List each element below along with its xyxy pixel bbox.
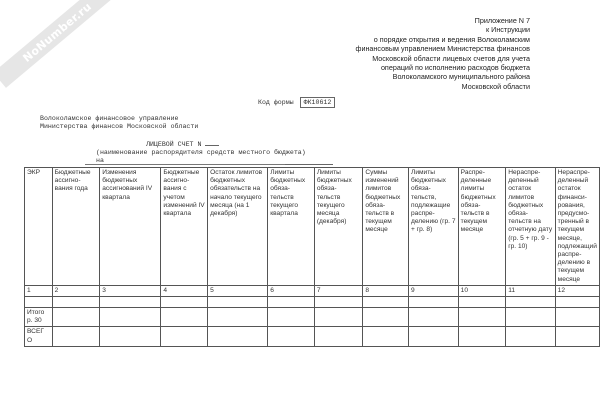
account-title: ЛИЦЕВОЙ СЧЕТ N — [146, 141, 202, 148]
table-cell[interactable] — [363, 308, 409, 327]
appendix-line: Приложение N 7 — [474, 16, 530, 25]
column-number: 9 — [409, 285, 459, 296]
form-code-label: Код формы — [258, 99, 294, 106]
table-row-grand-total — [25, 327, 600, 346]
table-cell[interactable] — [458, 297, 506, 308]
table-cell[interactable] — [268, 327, 315, 346]
account-number-field[interactable] — [205, 140, 219, 146]
column-header: Бюджетные ассигно- вания года — [52, 168, 100, 286]
table-cell[interactable] — [100, 297, 161, 308]
table-cell[interactable] — [555, 297, 599, 308]
column-number: 2 — [52, 285, 100, 296]
table-cell[interactable] — [52, 308, 100, 327]
organization-line-1: Волоколамское финансовое управление — [40, 115, 179, 122]
row-label: Итого р. 30 — [25, 308, 53, 327]
column-number: 10 — [458, 285, 506, 296]
table-cell[interactable] — [314, 297, 363, 308]
organization — [40, 115, 198, 131]
table-row — [25, 297, 600, 308]
watermark-text: NoNumber.ru — [20, 0, 94, 65]
column-number-row — [25, 285, 600, 296]
table-cell[interactable] — [100, 308, 161, 327]
organization-line-2: Министерства финансов Московской области — [40, 123, 199, 130]
account-title-row — [146, 140, 333, 149]
appendix-line: финансовым управлением Министерства финансов — [355, 44, 530, 54]
column-number: 8 — [363, 285, 409, 296]
table-cell[interactable] — [100, 327, 161, 346]
divider — [85, 164, 285, 165]
column-header: Бюджетные ассигно- вания с учетом изменений IV квартала — [161, 168, 208, 286]
appendix-line: Московской области — [461, 81, 530, 91]
column-header: Распре- деленные лимиты бюджетных обяза- тельств в текущем месяце — [458, 168, 506, 286]
row-label: ВСЕГ О — [25, 327, 53, 346]
column-number: 6 — [268, 285, 315, 296]
watermark — [0, 0, 121, 88]
column-header: Остаток лимитов бюджетных обязательств на начало текущего месяца (на 1 декабря) — [208, 168, 268, 286]
form-code-value: ФК10612 — [300, 97, 336, 108]
account-block — [96, 140, 333, 165]
column-number: 11 — [506, 285, 555, 296]
column-header: ЭКР — [25, 168, 53, 286]
column-header: Нераспре- деленный остаток финанси- рования, предусмо- тренный в текущем месяце, подлежащий распре- делению в текущем месяце — [555, 168, 599, 286]
table-cell[interactable] — [555, 327, 599, 346]
table-cell[interactable] — [208, 297, 268, 308]
table-cell[interactable] — [363, 297, 409, 308]
table-cell[interactable] — [161, 308, 208, 327]
row-label — [25, 297, 53, 308]
column-number: 5 — [208, 285, 268, 296]
table-cell[interactable] — [506, 308, 555, 327]
column-header: Изменения бюджетных ассигнований IV квартала — [100, 168, 161, 286]
table-cell[interactable] — [52, 297, 100, 308]
table-cell[interactable] — [555, 308, 599, 327]
table-cell[interactable] — [409, 308, 459, 327]
column-header: Лимиты бюджетных обяза- тельств, подлежащие распре- делению (гр. 7 + гр. 8) — [409, 168, 459, 286]
column-number: 1 — [25, 285, 53, 296]
table-cell[interactable] — [363, 327, 409, 346]
table-cell[interactable] — [161, 327, 208, 346]
table-cell[interactable] — [506, 327, 555, 346]
column-number: 7 — [314, 285, 363, 296]
appendix-line: к Инструкции — [486, 25, 530, 35]
table-cell[interactable] — [268, 297, 315, 308]
account-subtitle: (наименование распорядителя средств местного бюджета) — [96, 149, 306, 156]
appendix-line: Волоколамского муниципального района — [392, 72, 530, 82]
table-cell[interactable] — [52, 327, 100, 346]
table-cell[interactable] — [208, 308, 268, 327]
table-cell[interactable] — [161, 297, 208, 308]
column-header: Суммы изменений лимитов бюджетных обяза- тельств в текущем месяце — [363, 168, 409, 286]
column-number: 3 — [100, 285, 161, 296]
appendix-line: операций по исполнению расходов бюджета — [380, 63, 530, 73]
table-row-total-30 — [25, 308, 600, 327]
table-cell[interactable] — [268, 308, 315, 327]
table-cell[interactable] — [409, 297, 459, 308]
column-header: Лимиты бюджетных обяза- тельств текущего квартала — [268, 168, 315, 286]
table-cell[interactable] — [314, 308, 363, 327]
column-number: 12 — [555, 285, 599, 296]
table-cell[interactable] — [314, 327, 363, 346]
table-cell[interactable] — [458, 308, 506, 327]
ledger-table — [24, 167, 600, 347]
column-number: 4 — [161, 285, 208, 296]
table-header-row — [25, 168, 600, 286]
table-cell[interactable] — [208, 327, 268, 346]
column-header: Нераспре- деленный остаток лимитов бюджетных обяза- тельств на отчетную дату (гр. 5 + гр. 9 - гр. 10) — [506, 168, 555, 286]
account-on-label: на — [96, 157, 104, 164]
table-cell[interactable] — [506, 297, 555, 308]
table-cell[interactable] — [458, 327, 506, 346]
appendix-line: Московской области лицевых счетов для учета — [372, 53, 530, 63]
appendix-header — [356, 16, 530, 91]
form-code — [258, 97, 335, 108]
table-cell[interactable] — [409, 327, 459, 346]
appendix-line: о порядке открытия и ведения Волоколамским — [373, 34, 530, 44]
column-header: Лимиты бюджетных обяза- тельств текущего месяца (декабря) — [314, 168, 363, 286]
